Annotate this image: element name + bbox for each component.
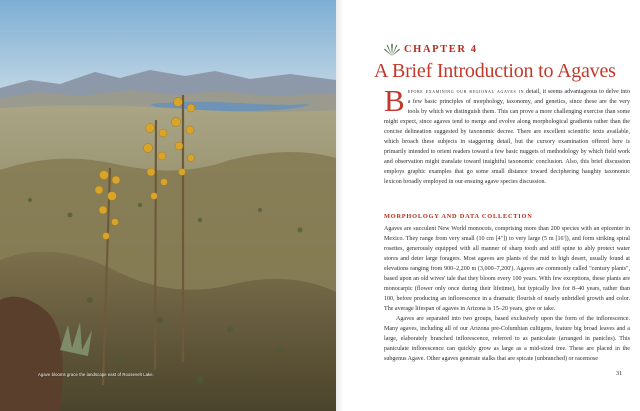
- photo-caption: Agave blooms grace the landscape east of Roosevelt Lake.: [38, 372, 154, 377]
- right-page: [336, 0, 640, 411]
- intro-paragraph: [384, 83, 631, 187]
- section-paragraph-1: Agaves are succulent New World monocots, comprising more than 200 species with an epicenter in Mexico. They range from very small (10 cm [4"]) to very large (5 m [16']), and form striking spiral rosettes, generously equipped with all manner of sharp tooth and stiff spine to ably protect water stores and deter large foragers. Most agaves are plants of the mid to high desert, usually found at elevations ranging from 900–2,200 m (3,000–7,200'). Agaves are commonly called "century plants", based upon an old wives' tale that they bloom every 100 years. With few exceptions, these plants are monocarpic (flower only once during their lifetime), but typically live for 8–40 years, rather than 100, before producing an inflorescence in a dramatic flourish of nearly unbridled growth and color. The average lifespan of agaves in Arizona is 15–20 years, give or take.: [384, 226, 630, 312]
- agave-icon: [384, 43, 400, 56]
- intro-text: detail, it seems advantageous to delve into a few basic principles of morphology, taxonomy, and genetics, since these are the very tools by which we distinguish them. This can prove a more challenging exercise than some might expect, since agaves tend to merge and evolve along morphological gradients rather than the concise delineation suggested by taxonomic decree. There are excellent scientific texts available, which broach these subjects in staggering detail, but the cursory examination offered here is primarily intended to orient readers toward a few basic nuggets of methodology by which field work and observation might translate toward insightful taxonomic conclusion. Also, this brief discussion employs graphic examples that go some small distance toward deciphering haughty taxonomic lexicon broadly employed in our ensuing agave species discussion.: [384, 89, 631, 185]
- section-body: [384, 224, 630, 364]
- intro-lead: efore examining our regional agaves in: [407, 89, 525, 95]
- section-heading: MORPHOLOGY AND DATA COLLECTION: [384, 213, 533, 220]
- gutter-shadow: [336, 0, 344, 411]
- section-paragraph-2: Agaves are separated into two groups, based exclusively upon the form of the inflorescence. Many agaves, including all of our Arizona pre-Columbian cultigens, feature big broad leaves and a large, elaborately branched inflorescence, referred to as paniculate (arranged in panicles). This paniculate inflorescence can quickly grow as large as a mid-sized tree. These are placed in the subgenus Agave. Other agaves generate stalks that are spicate (unbranched) or racemose: [384, 316, 630, 362]
- page-number: 31: [616, 370, 623, 377]
- drop-cap: B: [384, 83, 405, 118]
- chapter-title: A Brief Introduction to Agaves: [374, 60, 616, 82]
- chapter-heading: [384, 41, 478, 57]
- chapter-label: CHAPTER 4: [404, 43, 478, 55]
